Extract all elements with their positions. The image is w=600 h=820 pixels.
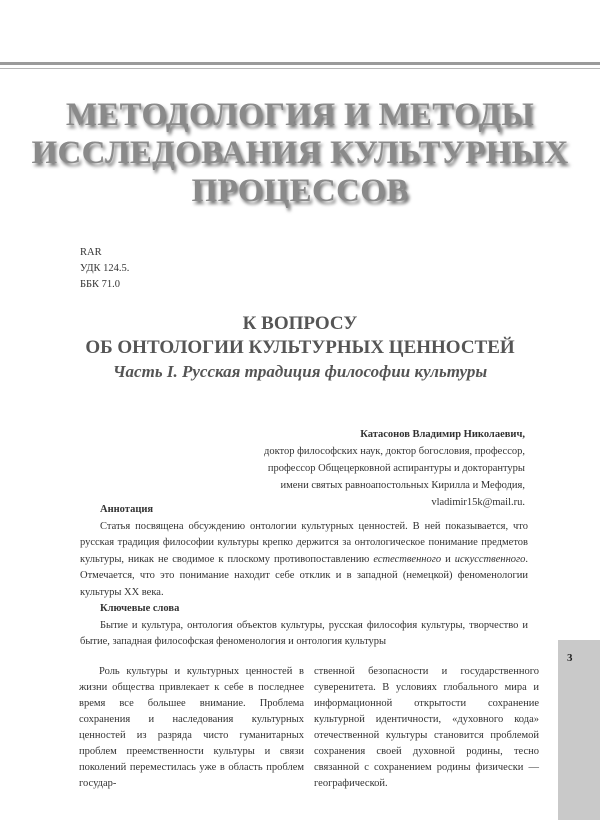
- article-title-line-1: К ВОПРОСУ: [242, 313, 358, 334]
- section-title-line-3: ПРОЦЕССОВ: [191, 173, 409, 209]
- abstract-text: [80, 519, 528, 602]
- body-column-right: ственной безопасности и государственного суверенитета. В условиях глобального мира и информационной открытости сохранение культурной идентичности, «духовного кода» отечественной культуры становится проблемой сохранения своей духовной родины, тесно связанной с сохранением родины физически — географической.: [314, 666, 539, 789]
- header-rule-thin: [0, 68, 600, 69]
- author-name: Катасонов Владимир Николаевич,: [360, 429, 525, 440]
- article-title-line-2: ОБ ОНТОЛОГИИ КУЛЬТУРНЫХ ЦЕННОСТЕЙ: [85, 337, 515, 358]
- abstract-em-natural: естественного: [373, 553, 442, 565]
- author-institution: имени святых равноапостольных Кирилла и Мефодия,: [280, 480, 525, 491]
- abstract-text-a: Статья посвящена обсуждению онтологии культурных ценностей. В ней показывается, что русская традиция философии культуры крепко держится за онтологическое понимание предметов культуры, никак не сводимое к плоскому противопоставлению: [80, 520, 528, 565]
- abstract-text-c: . Отмечается, что это понимание находит себе отклик и в западной (немецкой) феноменологии культуры XX века.: [80, 553, 528, 598]
- rar-code: RAR: [80, 247, 102, 258]
- keywords-text: Бытие и культура, онтология объектов культуры, русская философия культуры, творчество и бытие, западная философская феноменология и онтология культуры: [80, 619, 528, 647]
- section-title-line-1: МЕТОДОЛОГИЯ И МЕТОДЫ: [65, 97, 535, 133]
- bbk-code: ББК 71.0: [80, 279, 121, 290]
- page-side-tab: [558, 640, 600, 820]
- classification-codes: [80, 245, 129, 293]
- udk-code: УДК 124.5.: [80, 263, 130, 274]
- author-degree: доктор философских наук, доктор богословия, профессор,: [264, 446, 525, 457]
- abstract-em-artificial: искусственного: [454, 553, 526, 565]
- author-position: профессор Общецерковной аспирантуры и докторантуры: [267, 463, 525, 474]
- section-title-line-2: ИССЛЕДОВАНИЯ КУЛЬТУРНЫХ: [31, 135, 569, 171]
- author-email[interactable]: vladimir15k@mail.ru.: [431, 497, 525, 508]
- section-title: [0, 96, 600, 210]
- body-column-left: Роль культуры и культурных ценностей в жизни общества привлекает к себе в последнее время все большее внимание. Проблема сохранения и наследования культурных ценностей из разряда чисто гуманитарных проблем преемственности культуры и связи поколений переместилась уже в область проблем государ-: [79, 666, 304, 789]
- article-title: [0, 312, 600, 384]
- abstract-heading: Аннотация: [100, 504, 154, 515]
- page-number: 3: [567, 652, 573, 664]
- abstract-text-b: и: [441, 553, 455, 565]
- article-subtitle: Часть I. Русская традиция философии культуры: [112, 362, 488, 381]
- keywords-heading: Ключевые слова: [100, 603, 180, 614]
- abstract-block: [80, 502, 528, 651]
- header-rule-thick: [0, 62, 600, 65]
- author-block: [264, 426, 525, 511]
